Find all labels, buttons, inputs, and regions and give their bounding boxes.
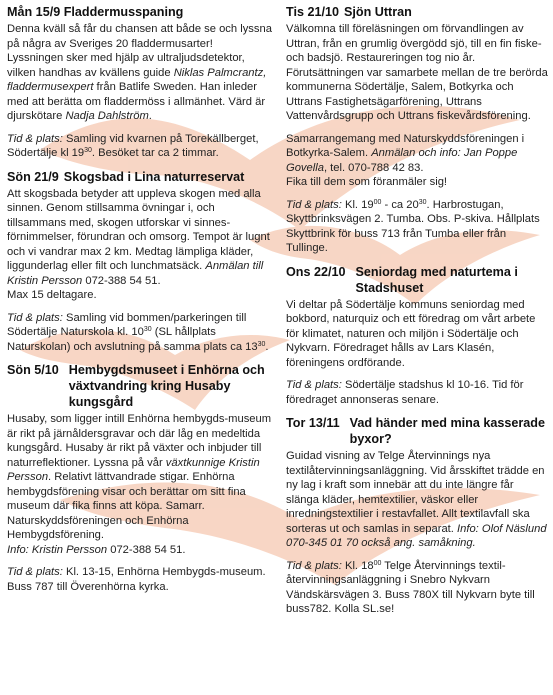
time-place-label: Tid & plats: xyxy=(286,198,342,211)
time-place-label: Tid & plats: xyxy=(7,311,63,324)
event-heading xyxy=(7,169,272,185)
event-heading xyxy=(7,362,272,410)
event-heading xyxy=(286,415,548,447)
right-column xyxy=(286,4,548,617)
event-date: Sön 21/9 xyxy=(7,169,59,184)
guide-name: Niklas Palmcrantz, fladdermusexpert xyxy=(7,66,267,93)
event-heading xyxy=(7,4,272,20)
time-place-label: Tid & plats: xyxy=(286,559,342,572)
time-place-label: Tid & plats: xyxy=(286,379,342,391)
event-cohost: Samarrangemang med Naturskyddsföreningen i Botkyrka-Salem. Anmälan och info: Jan Poppe Govella, tel. 070-788 42 83. Fika till dem som föranmäler sig! xyxy=(286,132,525,188)
event-date: Ons 22/10 xyxy=(286,264,346,279)
fika-note: Fika till dem som föranmäler sig! xyxy=(286,176,448,188)
event-name: Fladdermusspaning xyxy=(63,5,184,19)
event-name: Vad händer med mina kasserade byxor? xyxy=(349,416,545,446)
event-date: Mån 15/9 xyxy=(7,5,61,19)
max-participants: Max 15 deltagare. xyxy=(7,289,97,301)
event-skogsbad xyxy=(7,169,272,355)
time-place: Tid & plats: Samling vid kvarnen på Torekällberget, Södertälje kl $19^{30}$. Besöket tar ca 2 timmar. xyxy=(7,132,259,159)
event-name: Sjön Uttran xyxy=(343,5,412,19)
event-description: Vi deltar på Södertälje kommuns seniordag med bokbord, naturquiz och ett föredrag om vårt arbete för klimatet, naturen och miljön i Södertälje och Nykvarn. Föredraget hålls av Lars Klasén, föreningens ordförande. xyxy=(286,298,536,369)
time-place: Tid & plats: Samling vid bommen/parkeringen till Södertälje Naturskola kl. $10^{30}$ (SL hållplats Naturskolan) och avslutning på samma plats ca $13^{30}$. xyxy=(7,311,269,353)
event-description: Välkomna till föreläsningen om förvandlingen av Uttran, från en grumlig övergödd sjö, till en fin fiske- och badsjö. Restaureringen tog nio år. Förutsättningen var samarbete mellan de tre berörda kommunerna Södertälje, Salem, Botkyrka och Uttrans Fastighetsägarförening, Uttrans Vattenvårdsgrupp och Uttrans fiskevårdsförening. xyxy=(286,23,548,122)
event-description: Guidad visning av Telge Återvinnings nya textilåtervinningsanläggning. Vid årsskiftet trädde en ny lag i kraft som innebär att du inte längre får slänga kläder, hemtextilier, väskor eller inredningstextilier i restavfallet. Allt textilavfall ska sorteras ut och samlas in separat. Info: Olof Näslund 070-345 01 70 också ang. samåkning. xyxy=(286,450,547,549)
time-place: Tid & plats: Kl. $18^{00}$ Telge Återvinnings textil-återvinningsanläggning i Snebro Nykvarn Vändskärsvägen 3. Buss 780X till Nykvarn byte till buss782. Kolla SL.se! xyxy=(286,559,535,615)
event-textilatervinning xyxy=(286,415,548,617)
event-description: Denna kväll så får du chansen att både se och lyssna på några av Sveriges 20 fladdermusarter! Lyssningen sker med hjälp av ultraljudsdetektor, vilken handhas av kvällens guide Niklas Palmcrantz, fladdermusexpert från Batlife Sweden. Han inleder med att berätta om fladdermöss i allmänhet. Värd är djurskötare Nadja Dahlström. xyxy=(7,23,272,122)
time-place: Tid & plats: Södertälje stadshus kl 10-16. Tid för föredraget annonseras senare. xyxy=(286,379,524,406)
info-contact: Info: Olof Näslund 070-345 01 70 också ang. samåkning. xyxy=(286,522,547,549)
event-date: Sön 5/10 xyxy=(7,363,59,377)
event-description: Att skogsbada betyder att uppleva skogen med alla sinnen. Genom stillsamma övningar i, och tillsammans med, skogen utforskar vi sinnes-förnimmelser, förundran och omsorg. Tempot är lugnt och vi vandrar max 2 km. Medtag lämpliga kläder, liggunderlag eller filt och lunchmatsäck. Anmälan till Kristin Persson 072-388 54 51. Max 15 deltagare. xyxy=(7,187,270,301)
guide-name: växtkunnige Kristin Persson xyxy=(7,456,260,483)
time-place-label: Tid & plats: xyxy=(7,566,63,578)
event-heading xyxy=(286,264,548,296)
event-name: Seniordag med naturtema i Stadshuset xyxy=(355,264,518,295)
event-heading xyxy=(286,4,548,20)
host-name: Nadja Dahlström xyxy=(65,110,149,122)
left-column xyxy=(7,4,272,594)
event-name: Skogsbad i Lina naturreservat xyxy=(63,169,245,184)
time-place-label: Tid & plats: xyxy=(7,132,63,145)
event-fladdermusspaning xyxy=(7,4,272,161)
event-description: Husaby, som ligger intill Enhörna hembygds-museum är rikt på järnåldersgravar och där låg en medeltida kungsgård. Husaby är rikt på växter och inbjuder till naturreflektioner. Lyssna på vår växtkunnige Kristin Persson. Relativt lättvandrade stigar. Enhörna hembygdsförening visar och berättar om sitt fina museum där fika finns att köpa. Samarr. Naturskyddsföreningen och Enhörna Hembygdsförening. Info: Kristin Persson 072-388 54 51. xyxy=(7,413,272,556)
event-date: Tor 13/11 xyxy=(286,416,340,430)
info-contact: Info: Kristin Persson xyxy=(7,543,108,556)
signup-contact: Anmälan och info: Jan Poppe Govella xyxy=(286,147,518,174)
event-sjon-uttran xyxy=(286,4,548,256)
event-seniordag xyxy=(286,264,548,408)
event-date: Tis 21/10 xyxy=(286,5,339,19)
signup-contact: Anmälan till Kristin Persson xyxy=(7,260,264,287)
event-name: Hembygdsmuseet i Enhörna och växtvandring kring Husaby kungsgård xyxy=(68,363,265,409)
time-place: Tid & plats: Kl. $19^{00}$ - ca $20^{30}$. Harbrostugan, Skyttbrinksvägen 2. Tumba. Obs. P-skiva. Hållplats Skyttbrink för buss 713 från Tumba eller från Tullinge. xyxy=(286,198,540,254)
event-hembygdsmuseet xyxy=(7,362,272,594)
time-place: Tid & plats: Kl. 13-15, Enhörna Hembygds-museum. Buss 787 till Överenhörna kyrka. xyxy=(7,566,266,593)
